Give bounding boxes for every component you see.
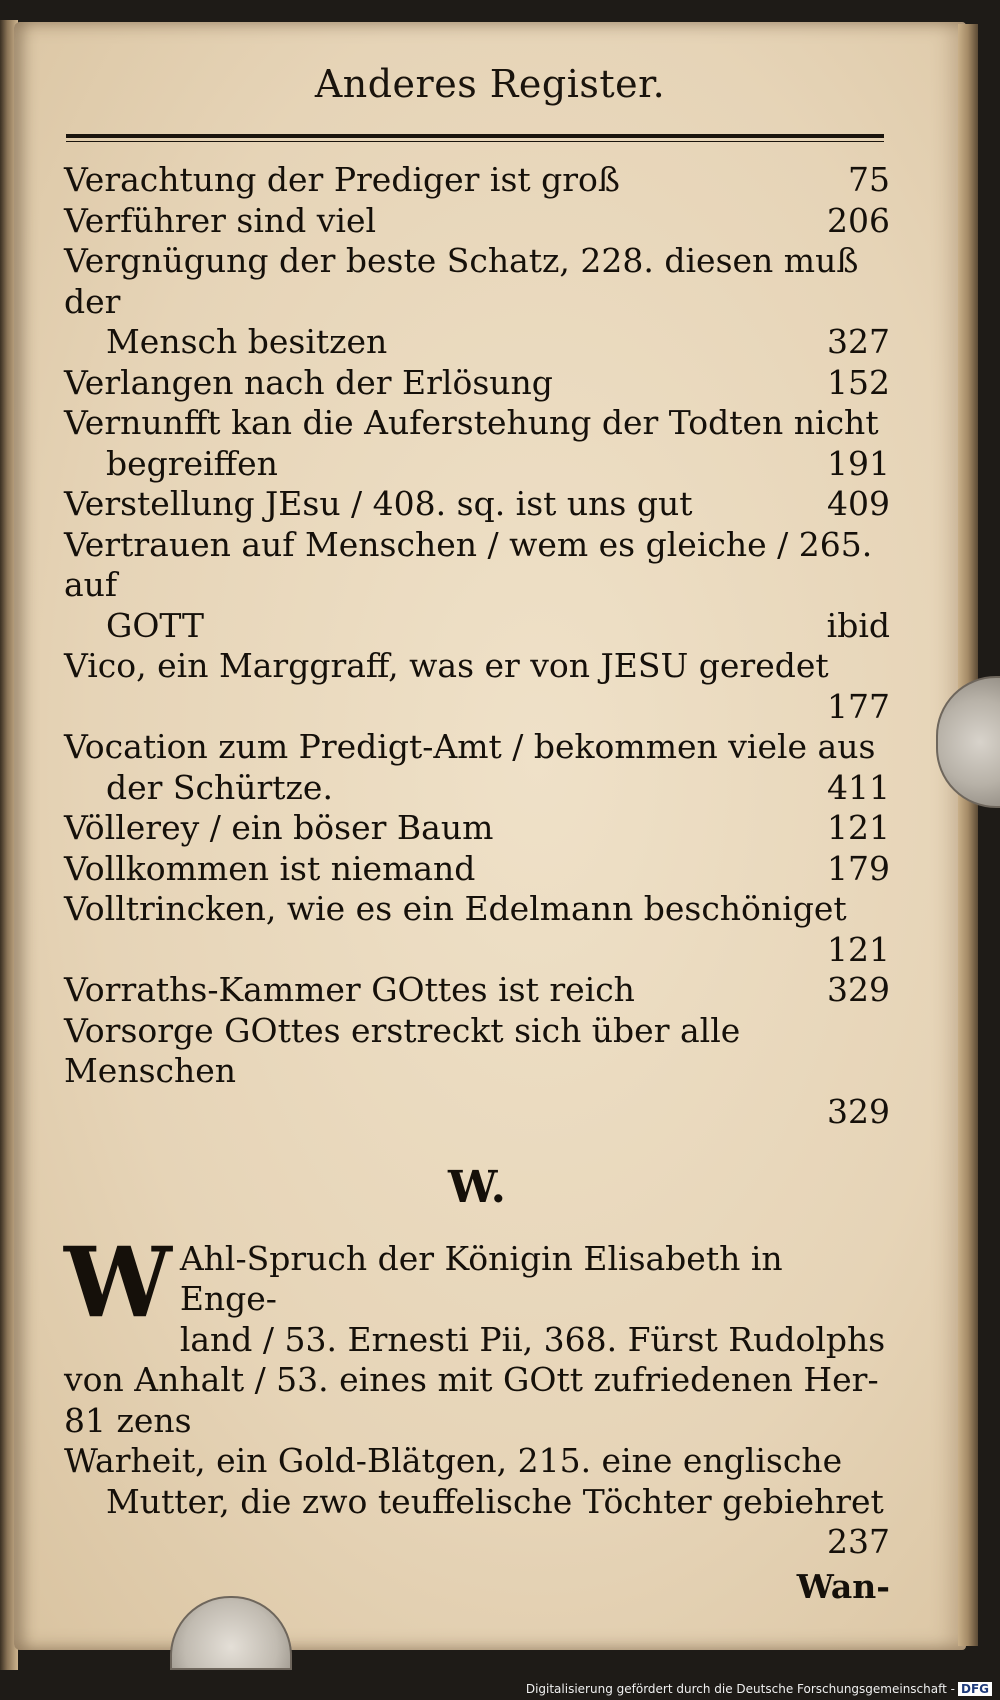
entry-continuation: [64, 606, 890, 647]
page-ref: 191: [827, 443, 890, 483]
index-entry: [64, 849, 890, 890]
continuation-text: zens: [116, 1400, 192, 1440]
index-entry: [64, 1441, 890, 1563]
index-entry: [64, 484, 890, 525]
entry-continuation: [64, 1401, 890, 1442]
page-ref: 179: [827, 848, 890, 888]
entry-term: Verachtung der Prediger ist groß: [64, 160, 620, 199]
index-entry: [64, 808, 890, 849]
book-edge-right: [958, 24, 978, 1646]
credit-text: Digitalisierung gefördert durch die Deutsche Forschungsgemeinschaft -: [525, 1682, 955, 1696]
index-entry: [64, 727, 890, 808]
drop-cap: W: [64, 1225, 172, 1339]
index-entry: [64, 241, 890, 363]
dfg-logo: DFG: [958, 1682, 992, 1696]
running-header: Anderes Register.: [314, 62, 666, 106]
page-ref: 121: [827, 808, 890, 847]
entry-continuation: [64, 444, 890, 485]
index-entry: [64, 1011, 890, 1133]
page-ref: 152: [827, 362, 890, 402]
continuation-text: begreiffen: [106, 443, 278, 483]
entry-term: Warheit, ein Gold-Blätgen, 215. eine englische: [64, 1441, 843, 1480]
index-entry: [64, 525, 890, 647]
header-rule: [66, 134, 884, 142]
index-entry: [64, 201, 890, 242]
entry-term: Volltrincken, wie es ein Edelmann beschöniget: [64, 889, 847, 928]
page-ref: 327: [827, 322, 890, 361]
section-letter: W.: [448, 1162, 506, 1213]
entry-term: Verstellung JEsu / 408. sq. ist uns gut: [64, 484, 693, 523]
continuation-text: Mensch besitzen: [106, 322, 388, 361]
entry-term: Vertrauen auf Menschen / wem es gleiche / 265. auf: [64, 524, 873, 604]
index-entry: [64, 363, 890, 404]
continuation-text: GOTT: [106, 605, 205, 645]
entry-term: Vocation zum Predigt-Amt / bekommen viele aus: [64, 727, 876, 766]
entry-term: Vorsorge GOttes erstreckt sich über alle Menschen: [64, 1010, 741, 1090]
entry-term: Vergnügung der beste Schatz, 228. diesen muß der: [64, 241, 859, 321]
page-ref: 409: [827, 484, 890, 523]
entry-term: Vorraths-Kammer GOttes ist reich: [64, 970, 635, 1009]
page-ref: 411: [827, 767, 890, 807]
book-page: [14, 22, 966, 1650]
index-entry: [64, 1225, 890, 1442]
entry-term: Völlerey / ein böser Baum: [64, 808, 494, 847]
entry-continuation: [64, 322, 890, 363]
index-entry: [64, 646, 890, 727]
continuation-text: der Schürtze.: [106, 767, 333, 807]
page-ref: 81: [64, 1400, 106, 1440]
entry-term: Vico, ein Marggraff, was er von JESU geredet: [64, 646, 829, 685]
entry-term: Verlangen nach der Erlösung: [64, 362, 553, 402]
entry-term: land / 53. Ernesti Pii, 368. Fürst Rudolphs: [179, 1319, 886, 1359]
entry-continuation: Mutter, die zwo teuffelische Töchter gebiehret: [106, 1481, 884, 1521]
page-ref: ibid: [826, 605, 890, 645]
page-ref: 329: [827, 970, 890, 1009]
index-entry: [64, 160, 890, 201]
digitization-credit: [526, 1682, 992, 1696]
page-ref: 75: [848, 160, 890, 199]
entry-term: Verführer sind viel: [64, 200, 377, 240]
catchword: Wan-: [796, 1566, 890, 1606]
page-ref: 206: [827, 200, 890, 240]
page-ref: 121: [827, 929, 890, 969]
index-entry: [64, 403, 890, 484]
entry-term: Vollkommen ist niemand: [64, 848, 476, 888]
entry-continuation: [64, 768, 890, 809]
index-entry: [64, 970, 890, 1011]
page-ref: 329: [827, 1091, 890, 1131]
index-content: [64, 160, 890, 1607]
page-ref: 177: [827, 686, 890, 726]
page-ref: 237: [827, 1522, 890, 1561]
index-entry: [64, 889, 890, 970]
entry-term: Ahl-Spruch der Königin Elisabeth in Enge-: [179, 1238, 783, 1318]
entry-term: Vernunfft kan die Auferstehung der Todten nicht: [64, 403, 879, 442]
entry-term: von Anhalt / 53. eines mit GOtt zufriedenen Her-: [64, 1360, 879, 1399]
